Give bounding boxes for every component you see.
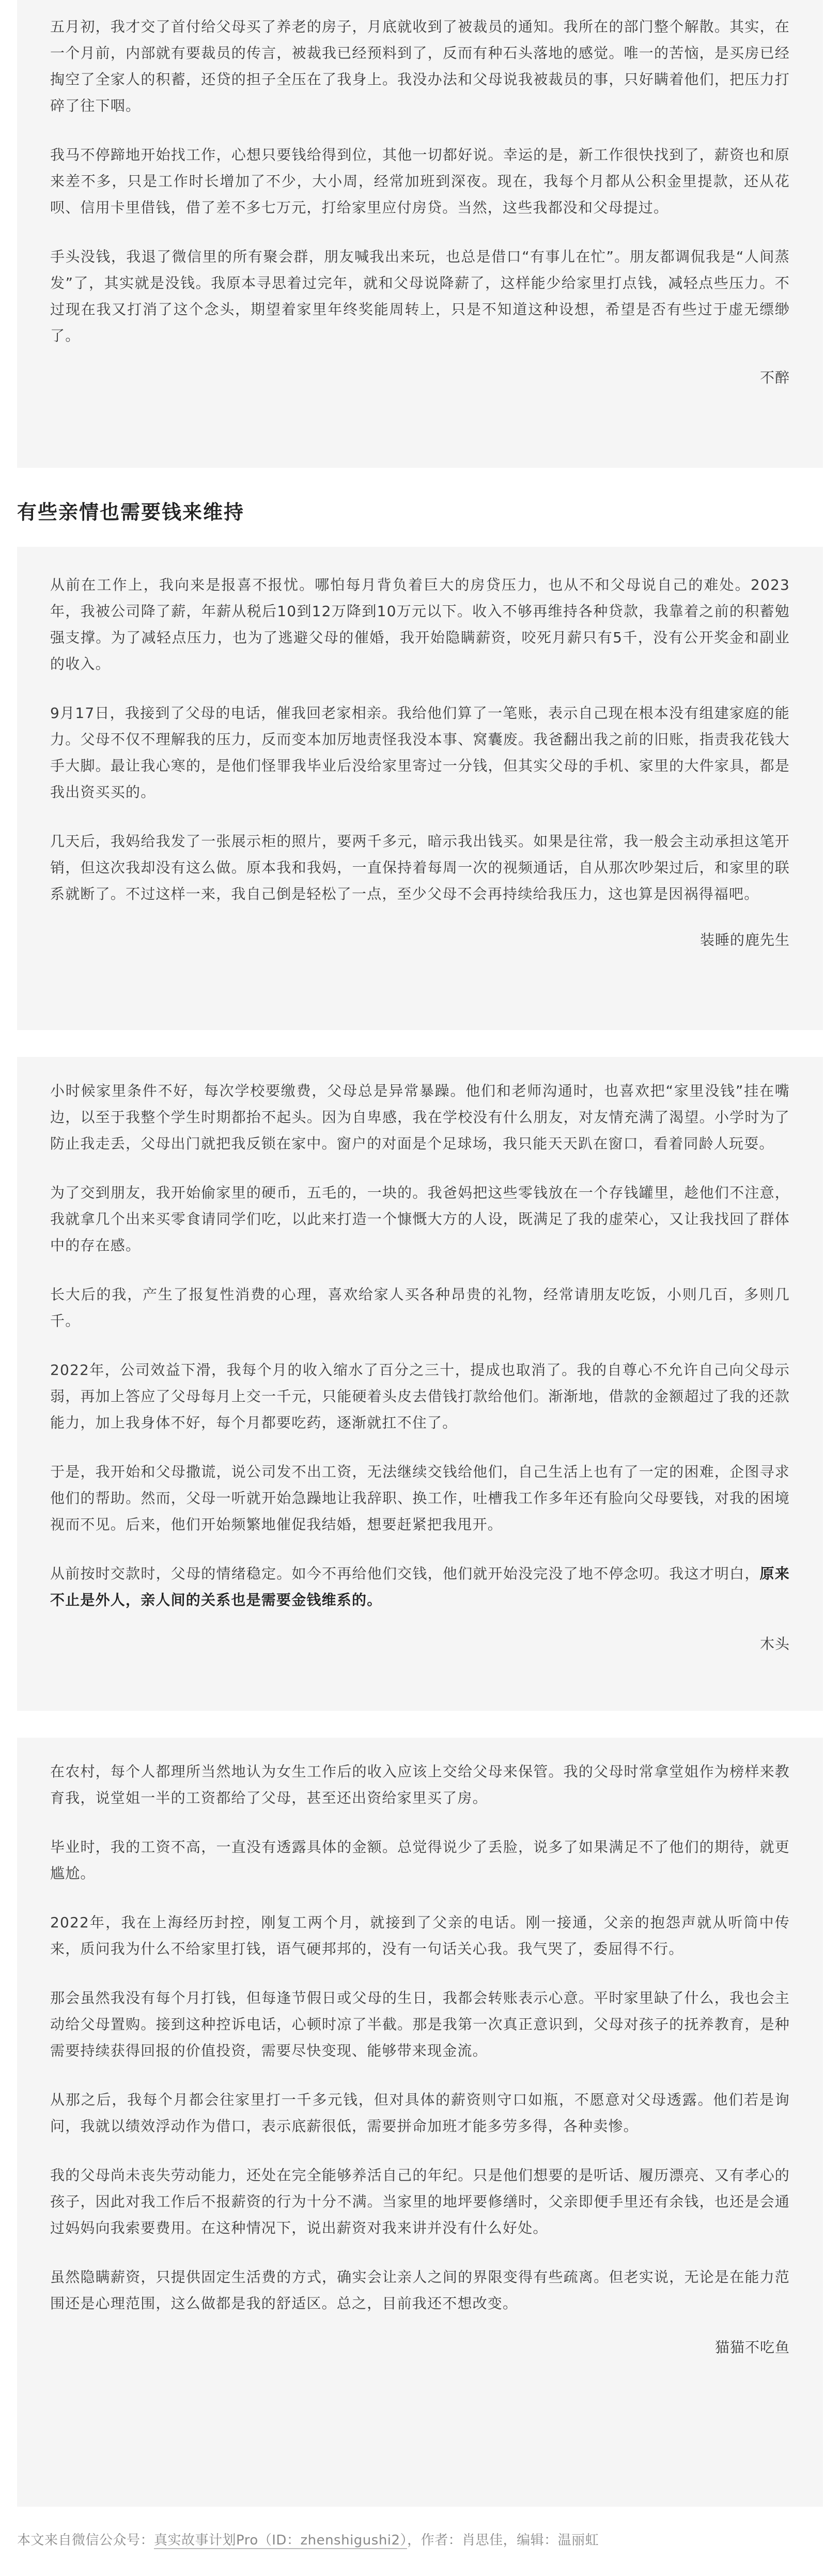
author-signature: 木头 (759, 1635, 790, 1652)
story-paragraph: 小时候家里条件不好，每次学校要缴费，父母总是异常暴躁。他们和老师沟通时，也喜欢把“家里没钱”挂在嘴边，以至于我整个学生时期都抬不起头。因为自卑感，我在学校没有什么朋友，对友情充满了渴望。小学时为了防止我走丢，父母出门就把我反锁在家中。窗户的对面是个足球场，我只能天天趴在窗口，看着同龄人玩耍。 (50, 1082, 790, 1152)
story-paragraph: 虽然隐瞒薪资，只提供固定生活费的方式，确实会让亲人之间的界限变得有些疏离。但老实说，无论是在能力范围还是心理范围，这么做都是我的舒适区。总之，目前我还不想改变。 (50, 2268, 790, 2312)
story-paragraph: 几天后，我妈给我发了一张展示柜的照片，要两千多元，暗示我出钱买。如果是往常，我一般会主动承担这笔开销，但这次我却没有这么做。原本我和我妈，一直保持着每周一次的视频通话，自从那次吵架过后，和家里的联系就断了。不过这样一来，我自己倒是轻松了一点，至少父母不会再持续给我压力，这也算是因祸得福吧。 (50, 833, 790, 902)
story-paragraph: 2022年，公司效益下滑，我每个月的收入缩水了百分之三十，提成也取消了。我的自尊心不允许自己向父母示弱，再加上答应了父母每月上交一千元，只能硬着头皮去借钱打款给他们。渐渐地，借款的金额超过了我的还款能力，加上我身体不好，每个月都要吃药，逐渐就扛不住了。 (50, 1361, 790, 1431)
bold-conclusion: 原来不止是外人，亲人间的关系也是需要金钱维系的。 (50, 1565, 790, 1608)
story-paragraph: 为了交到朋友，我开始偷家里的硬币，五毛的，一块的。我爸妈把这些零钱放在一个存钱罐里，趁他们不注意，我就拿几个出来买零食请同学们吃，以此来打造一个慷慨大方的人设，既满足了我的虚荣心，又让我找回了群体中的存在感。 (50, 1184, 790, 1254)
story-paragraph: 于是，我开始和父母撒谎，说公司发不出工资，无法继续交钱给他们，自己生活上也有了一定的困难，企图寻求他们的帮助。然而，父母一听就开始急躁地让我辞职、换工作，吐槽我工作多年还有脸向父母要钱，对我的困境视而不见。后来，他们开始频繁地催促我结婚，想要赶紧把我甩开。 (50, 1463, 790, 1533)
wechat-account-link[interactable]: 真实故事计划Pro（ID：zhenshigushi2） (154, 2533, 408, 2548)
story-card-1 (17, 0, 823, 468)
story-paragraph: 毕业时，我的工资不高，一直没有透露具体的金额。总觉得说少了丢脸，说多了如果满足不了他们的期待，就更尴尬。 (50, 1838, 790, 1882)
author-signature: 装睡的鹿先生 (699, 931, 790, 948)
story-paragraph-text: 从前按时交款时，父母的情绪稳定。如今不再给他们交钱，他们就开始没完没了地不停念叨。我这才明白， (50, 1565, 760, 1582)
story-card-4 (17, 1738, 823, 2507)
story-paragraph: 手头没钱，我退了微信里的所有聚会群，朋友喊我出来玩，也总是借口“有事儿在忙”。朋友都调侃我是“人间蒸发”了，其实就是没钱。我原本寻思着过完年，就和父母说降薪了，这样能少给家里打点钱，减轻点些压力。不过现在我又打消了这个念头，期望着家里年终奖能周转上，只是不知道这种设想，希望是否有些过于虚无缥缈了。 (50, 248, 790, 344)
story-paragraph: 长大后的我，产生了报复性消费的心理，喜欢给家人买各种昂贵的礼物，经常请朋友吃饭，小则几百，多则几千。 (50, 1286, 790, 1329)
story-paragraph: 从那之后，我每个月都会往家里打一千多元钱，但对具体的薪资则守口如瓶，不愿意对父母透露。他们若是询问，我就以绩效浮动作为借口，表示底薪很低，需要拼命加班才能多劳多得，各种卖惨。 (50, 2091, 790, 2135)
story-paragraph: 我的父母尚未丧失劳动能力，还处在完全能够养活自己的年纪。只是他们想要的是听话、履历漂亮、又有孝心的孩子，因此对我工作后不报薪资的行为十分不满。当家里的地坪要修缮时，父亲即便手里还有余钱，也还是会通过妈妈向我索要费用。在这种情况下，说出薪资对我来讲并没有什么好处。 (50, 2167, 790, 2236)
footer-prefix: 本文来自微信公众号： (17, 2533, 154, 2548)
story-paragraph: 我马不停蹄地开始找工作，心想只要钱给得到位，其他一切都好说。幸运的是，新工作很快找到了，薪资也和原来差不多，只是工作时长增加了不少，大小周，经常加班到深夜。现在，我每个月都从公积金里提款，还从花呗、信用卡里借钱，借了差不多七万元，打给家里应付房贷。当然，这些我都没和父母提过。 (50, 146, 790, 216)
story-paragraph: 2022年，我在上海经历封控，刚复工两个月，就接到了父亲的电话。刚一接通，父亲的抱怨声就从听筒中传来，质问我为什么不给家里打钱，语气硬邦邦的，没有一句话关心我。我气哭了，委屈得不行。 (50, 1914, 790, 1957)
story-paragraph: 9月17日，我接到了父母的电话，催我回老家相亲。我给他们算了一笔账，表示自己现在根本没有组建家庭的能力。父母不仅不理解我的压力，反而变本加厉地责怪我没本事、窝囊废。我爸翻出我之前的旧账，指责我花钱大手大脚。最让我心寒的，是他们怪罪我毕业后没给家里寄过一分钱，但其实父母的手机、家里的大件家具，都是我出资买买的。 (50, 704, 790, 801)
story-card-2 (17, 547, 823, 1030)
story-paragraph: 从前在工作上，我向来是报喜不报忧。哪怕每月背负着巨大的房贷压力，也从不和父母说自己的难处。2023年，我被公司降了薪，年薪从税后10到12万降到10万元以下。收入不够再维持各种贷款，我靠着之前的积蓄勉强支撑。为了减轻点压力，也为了逃避父母的催婚，我开始隐瞒薪资，咬死月薪只有5千，没有公开奖金和副业的收入。 (50, 576, 790, 672)
story-paragraph: 那会虽然我没有每个月打钱，但每逢节假日或父母的生日，我都会转账表示心意。平时家里缺了什么，我也会主动给父母置购。接到这种控诉电话，心顿时凉了半截。那是我第一次真正意识到，父母对孩子的抚养教育，是种需要持续获得回报的价值投资，需要尽快变现、能够带来现金流。 (50, 1989, 790, 2059)
story-paragraph-final (50, 1560, 790, 1613)
author-signature: 猫猫不吃鱼 (714, 2339, 790, 2356)
section-heading: 有些亲情也需要钱来维持 (17, 501, 245, 524)
author-signature: 不醉 (759, 369, 790, 386)
footer-credits: ，作者：肖思佳，编辑：温丽虹 (407, 2533, 599, 2548)
story-paragraph: 在农村，每个人都理所当然地认为女生工作后的收入应该上交给父母来保管。我的父母时常拿堂姐作为榜样来教育我，说堂姐一半的工资都给了父母，甚至还出资给家里买了房。 (50, 1763, 790, 1806)
story-card-3 (17, 1057, 823, 1711)
story-paragraph: 五月初，我才交了首付给父母买了养老的房子，月底就收到了被裁员的通知。我所在的部门整个解散。其实，在一个月前，内部就有要裁员的传言，被裁我已经预料到了，反而有种石头落地的感觉。唯一的苦恼，是买房已经掏空了全家人的积蓄，还贷的担子全压在了我身上。我没办法和父母说我被裁员的事，只好瞒着他们，把压力打碎了往下咽。 (50, 18, 790, 114)
source-footer (17, 2530, 823, 2551)
